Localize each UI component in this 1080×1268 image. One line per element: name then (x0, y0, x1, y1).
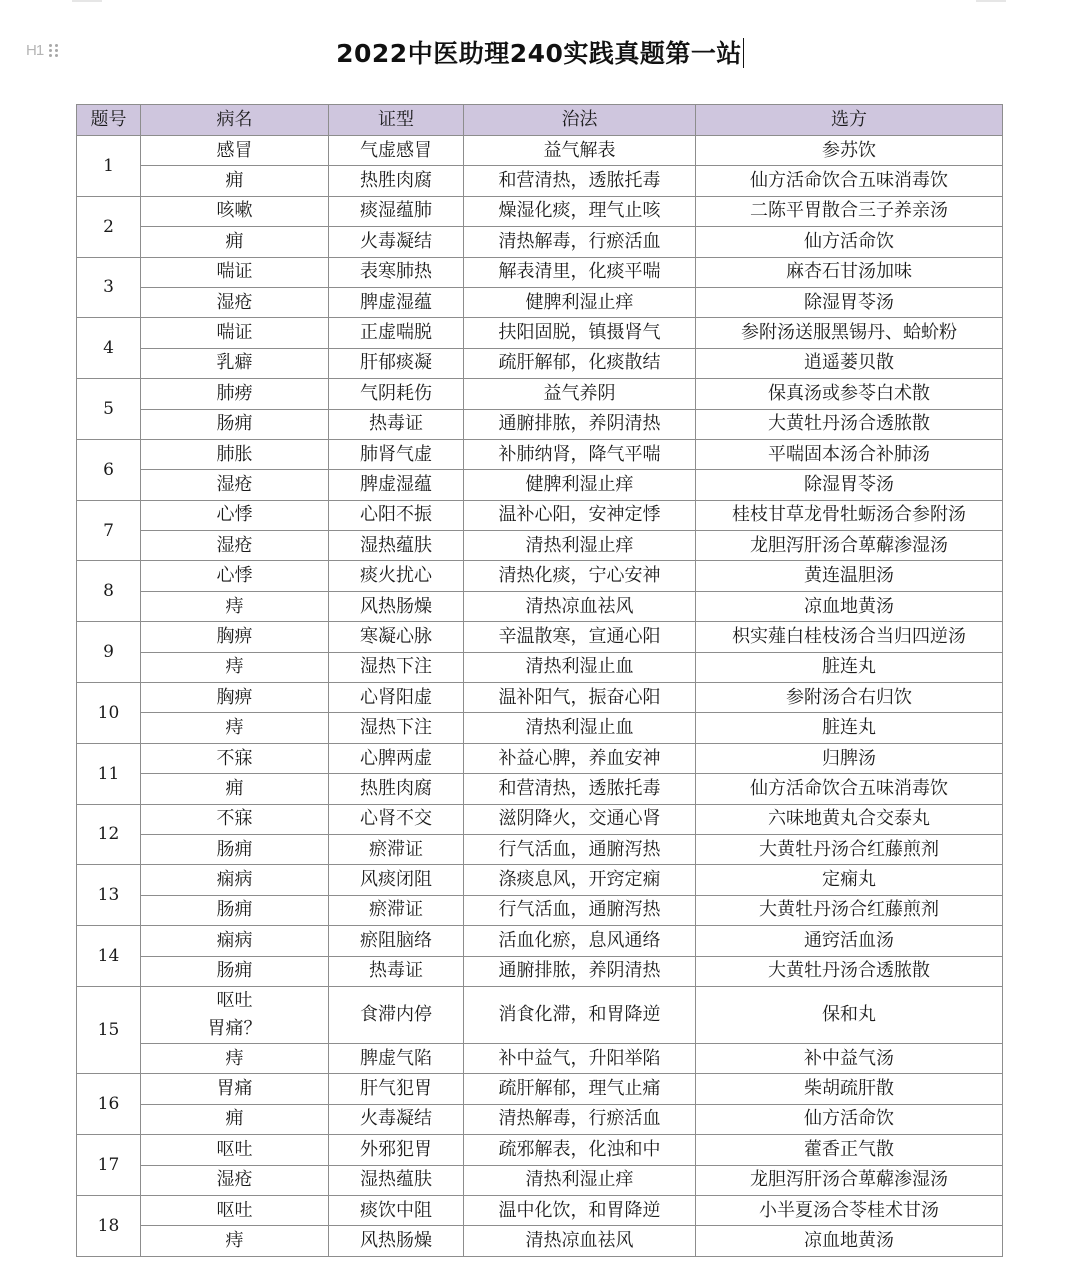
disease-cell: 乳癖 (141, 348, 329, 378)
column-header-pattern: 证型 (329, 105, 464, 136)
formula-cell: 除湿胃苓汤 (696, 287, 1003, 317)
pattern-cell: 心肾阳虚 (329, 683, 464, 713)
pattern-cell: 肺肾气虚 (329, 439, 464, 469)
formula-cell: 参苏饮 (696, 136, 1003, 166)
disease-cell: 痈 (141, 1104, 329, 1134)
table-row (77, 683, 1003, 713)
formula-cell: 除湿胃苓汤 (696, 470, 1003, 500)
pattern-cell: 心阳不振 (329, 500, 464, 530)
page-title[interactable] (0, 34, 1080, 70)
disease-cell: 湿疮 (141, 531, 329, 561)
treatment-cell: 解表清里，化痰平喘 (464, 257, 696, 287)
table-row (77, 652, 1003, 682)
pattern-cell: 火毒凝结 (329, 1104, 464, 1134)
treatment-cell: 清热凉血祛风 (464, 591, 696, 621)
table-row (77, 318, 1003, 348)
table-row (77, 227, 1003, 257)
treatment-cell: 温补心阳，安神定悸 (464, 500, 696, 530)
column-header-disease: 病名 (141, 105, 329, 136)
question-number-cell: 13 (77, 865, 141, 926)
treatment-cell: 温中化饮，和胃降逆 (464, 1195, 696, 1225)
table-row (77, 591, 1003, 621)
table-row (77, 1104, 1003, 1134)
treatment-cell: 通腑排脓，养阴清热 (464, 956, 696, 986)
treatment-cell: 清热解毒，行瘀活血 (464, 1104, 696, 1134)
table-row (77, 166, 1003, 196)
disease-line: 呕吐 (216, 989, 253, 1011)
question-number-cell: 1 (77, 136, 141, 197)
formula-cell: 六味地黄丸合交泰丸 (696, 804, 1003, 834)
formula-cell: 小半夏汤合苓桂术甘汤 (696, 1195, 1003, 1225)
treatment-cell: 补肺纳肾，降气平喘 (464, 439, 696, 469)
formula-cell: 参附汤送服黑锡丹、蛤蚧粉 (696, 318, 1003, 348)
pattern-cell: 痰湿蕴肺 (329, 196, 464, 226)
disease-cell: 湿疮 (141, 287, 329, 317)
pattern-cell: 湿热蕴肤 (329, 1165, 464, 1195)
heading-level-icon[interactable]: H1 (26, 42, 44, 59)
disease-cell: 不寐 (141, 743, 329, 773)
disease-cell: 痈 (141, 227, 329, 257)
disease-cell: 心悸 (141, 500, 329, 530)
formula-cell: 补中益气汤 (696, 1043, 1003, 1073)
treatment-cell: 补益心脾，养血安神 (464, 743, 696, 773)
formula-cell: 龙胆泻肝汤合萆薢渗湿汤 (696, 1165, 1003, 1195)
formula-cell: 逍遥蒌贝散 (696, 348, 1003, 378)
disease-cell: 痔 (141, 713, 329, 743)
treatment-cell: 清热凉血祛风 (464, 1226, 696, 1256)
table-row (77, 1043, 1003, 1073)
disease-cell: 喘证 (141, 257, 329, 287)
formula-cell: 大黄牡丹汤合透脓散 (696, 409, 1003, 439)
pattern-cell: 心肾不交 (329, 804, 464, 834)
formula-cell: 平喘固本汤合补肺汤 (696, 439, 1003, 469)
treatment-cell: 清热利湿止痒 (464, 531, 696, 561)
formula-cell: 仙方活命饮 (696, 227, 1003, 257)
pattern-cell: 气阴耗伤 (329, 379, 464, 409)
treatment-cell: 清热利湿止血 (464, 713, 696, 743)
treatment-cell: 活血化瘀，息风通络 (464, 926, 696, 956)
disease-cell: 肠痈 (141, 895, 329, 925)
text-cursor (743, 38, 744, 68)
table-row (77, 865, 1003, 895)
pattern-cell: 肝郁痰凝 (329, 348, 464, 378)
formula-cell: 大黄牡丹汤合红藤煎剂 (696, 895, 1003, 925)
treatment-cell: 清热解毒，行瘀活血 (464, 227, 696, 257)
treatment-cell: 疏肝解郁，化痰散结 (464, 348, 696, 378)
formula-cell: 归脾汤 (696, 743, 1003, 773)
table-row (77, 713, 1003, 743)
formula-cell: 柴胡疏肝散 (696, 1074, 1003, 1104)
pattern-cell: 脾虚湿蕴 (329, 287, 464, 317)
disease-cell: 湿疮 (141, 470, 329, 500)
formula-cell: 枳实薤白桂枝汤合当归四逆汤 (696, 622, 1003, 652)
question-number-cell: 3 (77, 257, 141, 318)
disease-cell: 痔 (141, 591, 329, 621)
formula-cell: 黄连温胆汤 (696, 561, 1003, 591)
formula-cell: 二陈平胃散合三子养亲汤 (696, 196, 1003, 226)
question-number-cell: 14 (77, 926, 141, 987)
pattern-cell: 热毒证 (329, 409, 464, 439)
pattern-cell: 表寒肺热 (329, 257, 464, 287)
pattern-cell: 湿热蕴肤 (329, 531, 464, 561)
table-row (77, 926, 1003, 956)
table-row (77, 774, 1003, 804)
disease-cell: 感冒 (141, 136, 329, 166)
table-row (77, 743, 1003, 773)
formula-cell: 龙胆泻肝汤合萆薢渗湿汤 (696, 531, 1003, 561)
question-number-cell: 5 (77, 379, 141, 440)
disease-cell: 痔 (141, 652, 329, 682)
table-row (77, 196, 1003, 226)
disease-cell: 胃痛 (141, 1074, 329, 1104)
pattern-cell: 瘀滞证 (329, 834, 464, 864)
pattern-cell: 痰饮中阻 (329, 1195, 464, 1225)
treatment-cell: 涤痰息风，开窍定痫 (464, 865, 696, 895)
treatment-cell: 扶阳固脱，镇摄肾气 (464, 318, 696, 348)
question-number-cell: 12 (77, 804, 141, 865)
disease-cell: 痈 (141, 166, 329, 196)
treatment-cell: 疏邪解表，化浊和中 (464, 1135, 696, 1165)
table-row (77, 895, 1003, 925)
question-number-cell: 9 (77, 622, 141, 683)
table-row (77, 1135, 1003, 1165)
treatment-cell: 消食化滞，和胃降逆 (464, 986, 696, 1043)
treatment-cell: 和营清热，透脓托毒 (464, 774, 696, 804)
pattern-cell: 脾虚气陷 (329, 1043, 464, 1073)
question-number-cell: 10 (77, 683, 141, 744)
question-number-cell: 7 (77, 500, 141, 561)
formula-cell: 仙方活命饮合五味消毒饮 (696, 166, 1003, 196)
question-number-cell: 2 (77, 196, 141, 257)
disease-cell: 肺痨 (141, 379, 329, 409)
pattern-cell: 湿热下注 (329, 652, 464, 682)
table-row (77, 1074, 1003, 1104)
pattern-cell: 食滞内停 (329, 986, 464, 1043)
table-row (77, 1165, 1003, 1195)
formula-cell: 桂枝甘草龙骨牡蛎汤合参附汤 (696, 500, 1003, 530)
question-number-cell: 8 (77, 561, 141, 622)
table-row (77, 1226, 1003, 1256)
formula-cell: 凉血地黄汤 (696, 1226, 1003, 1256)
pattern-cell: 气虚感冒 (329, 136, 464, 166)
formula-cell: 脏连丸 (696, 713, 1003, 743)
pattern-cell: 外邪犯胃 (329, 1135, 464, 1165)
question-number-cell: 11 (77, 743, 141, 804)
table-row (77, 348, 1003, 378)
question-number-cell: 16 (77, 1074, 141, 1135)
treatment-cell: 燥湿化痰，理气止咳 (464, 196, 696, 226)
disease-cell: 喘证 (141, 318, 329, 348)
question-number-cell: 17 (77, 1135, 141, 1196)
pattern-cell: 瘀阻脑络 (329, 926, 464, 956)
pattern-cell: 风热肠燥 (329, 591, 464, 621)
disease-cell: 咳嗽 (141, 196, 329, 226)
formula-cell: 参附汤合右归饮 (696, 683, 1003, 713)
page-title-text[interactable]: 2022中医助理240实践真题第一站 (336, 39, 742, 68)
disease-cell (141, 986, 329, 1043)
disease-cell: 肠痈 (141, 834, 329, 864)
disease-cell: 胸痹 (141, 622, 329, 652)
treatment-cell: 健脾利湿止痒 (464, 470, 696, 500)
treatment-cell: 行气活血，通腑泻热 (464, 834, 696, 864)
table-header-row (77, 105, 1003, 136)
disease-cell: 呕吐 (141, 1195, 329, 1225)
table-row (77, 561, 1003, 591)
table-row (77, 409, 1003, 439)
pattern-cell: 寒凝心脉 (329, 622, 464, 652)
treatment-cell: 益气解表 (464, 136, 696, 166)
disease-cell: 胸痹 (141, 683, 329, 713)
treatment-cell: 益气养阴 (464, 379, 696, 409)
formula-cell: 凉血地黄汤 (696, 591, 1003, 621)
treatment-cell: 清热利湿止血 (464, 652, 696, 682)
pattern-cell: 湿热下注 (329, 713, 464, 743)
treatment-cell: 行气活血，通腑泻热 (464, 895, 696, 925)
disease-line-2: 胃痛？ (207, 1017, 262, 1039)
table-row (77, 136, 1003, 166)
pattern-cell: 风热肠燥 (329, 1226, 464, 1256)
treatment-cell: 辛温散寒，宣通心阳 (464, 622, 696, 652)
pattern-cell: 正虚喘脱 (329, 318, 464, 348)
table-row (77, 804, 1003, 834)
treatment-cell: 清热化痰，宁心安神 (464, 561, 696, 591)
formula-cell: 脏连丸 (696, 652, 1003, 682)
column-header-treatment: 治法 (464, 105, 696, 136)
treatment-cell: 滋阴降火，交通心肾 (464, 804, 696, 834)
treatment-cell: 健脾利湿止痒 (464, 287, 696, 317)
pattern-cell: 心脾两虚 (329, 743, 464, 773)
treatment-cell: 和营清热，透脓托毒 (464, 166, 696, 196)
table-body (77, 136, 1003, 1257)
pattern-cell: 热毒证 (329, 956, 464, 986)
formula-cell: 定痫丸 (696, 865, 1003, 895)
disease-cell: 痈 (141, 774, 329, 804)
column-header-formula: 选方 (696, 105, 1003, 136)
table-row (77, 834, 1003, 864)
top-divider-right (976, 0, 1006, 2)
table-row (77, 622, 1003, 652)
formula-cell: 大黄牡丹汤合透脓散 (696, 956, 1003, 986)
disease-cell: 肺胀 (141, 439, 329, 469)
formula-cell: 藿香正气散 (696, 1135, 1003, 1165)
disease-cell: 呕吐 (141, 1135, 329, 1165)
pattern-cell: 热胜肉腐 (329, 774, 464, 804)
top-divider-left (72, 0, 102, 2)
pattern-cell: 火毒凝结 (329, 227, 464, 257)
treatment-cell: 通腑排脓，养阴清热 (464, 409, 696, 439)
treatment-cell: 疏肝解郁，理气止痛 (464, 1074, 696, 1104)
table-row (77, 379, 1003, 409)
column-header-number: 题号 (77, 105, 141, 136)
question-number-cell: 4 (77, 318, 141, 379)
formula-cell: 麻杏石甘汤加味 (696, 257, 1003, 287)
disease-cell: 湿疮 (141, 1165, 329, 1195)
disease-cell: 肠痈 (141, 956, 329, 986)
pattern-cell: 痰火扰心 (329, 561, 464, 591)
pattern-cell: 肝气犯胃 (329, 1074, 464, 1104)
formula-cell: 保和丸 (696, 986, 1003, 1043)
table-row (77, 257, 1003, 287)
table-row (77, 1195, 1003, 1225)
table-row (77, 287, 1003, 317)
treatment-cell: 补中益气，升阳举陷 (464, 1043, 696, 1073)
disease-cell: 肠痈 (141, 409, 329, 439)
question-number-cell: 6 (77, 439, 141, 500)
formula-cell: 保真汤或参苓白术散 (696, 379, 1003, 409)
formula-cell: 通窍活血汤 (696, 926, 1003, 956)
disease-cell: 心悸 (141, 561, 329, 591)
formula-cell: 仙方活命饮 (696, 1104, 1003, 1134)
question-number-cell: 18 (77, 1195, 141, 1256)
question-number-cell: 15 (77, 986, 141, 1073)
treatment-cell: 清热利湿止痒 (464, 1165, 696, 1195)
table-row (77, 531, 1003, 561)
prescription-table (76, 104, 1003, 1257)
table-row (77, 470, 1003, 500)
treatment-cell: 温补阳气，振奋心阳 (464, 683, 696, 713)
table-row (77, 500, 1003, 530)
disease-cell: 痫病 (141, 926, 329, 956)
disease-cell: 痔 (141, 1043, 329, 1073)
disease-cell: 不寐 (141, 804, 329, 834)
disease-cell: 痔 (141, 1226, 329, 1256)
table-row (77, 956, 1003, 986)
table-row (77, 439, 1003, 469)
pattern-cell: 热胜肉腐 (329, 166, 464, 196)
formula-cell: 仙方活命饮合五味消毒饮 (696, 774, 1003, 804)
disease-cell: 痫病 (141, 865, 329, 895)
pattern-cell: 风痰闭阻 (329, 865, 464, 895)
table-row (77, 986, 1003, 1043)
formula-cell: 大黄牡丹汤合红藤煎剂 (696, 834, 1003, 864)
pattern-cell: 瘀滞证 (329, 895, 464, 925)
pattern-cell: 脾虚湿蕴 (329, 470, 464, 500)
